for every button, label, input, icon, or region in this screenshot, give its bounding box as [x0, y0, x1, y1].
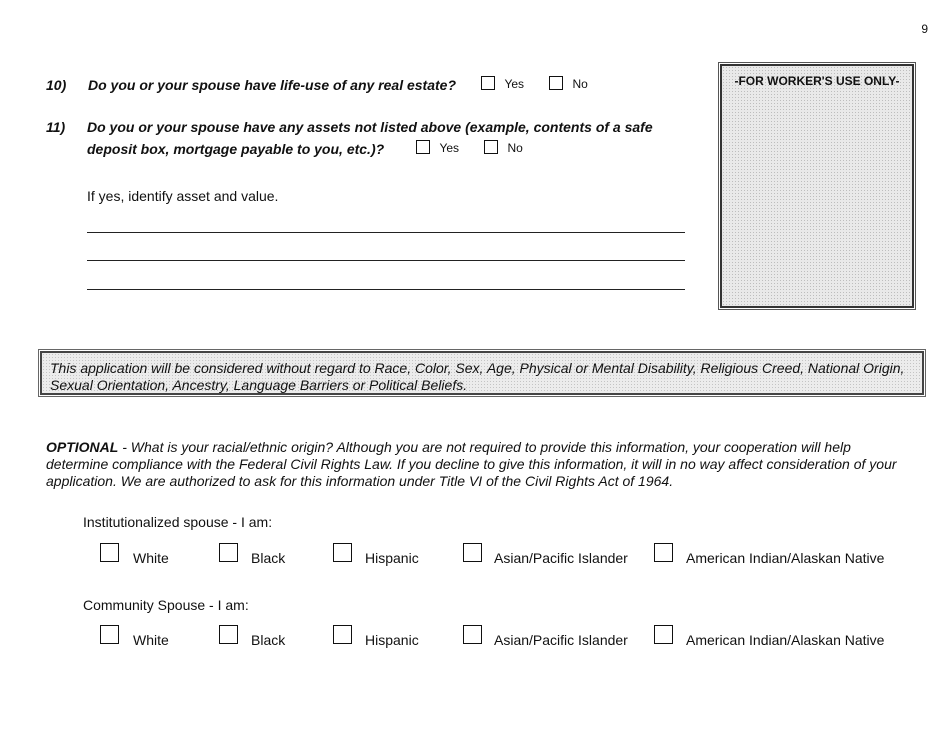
optional-paragraph [46, 439, 916, 490]
q11-no-label: No [507, 141, 523, 155]
optional-text: - What is your racial/ethnic origin? Although you are not required to provide this information, your cooperation will help determine compliance with the Federal Civil Rights Law. If you decline to give this information, it will in no way affect consideration of your application. We are authorized to ask for this information under Title VI of the Civil Rights Act of 1964. [46, 439, 897, 489]
q10-yes-checkbox[interactable] [481, 76, 495, 90]
community-native-checkbox[interactable] [654, 625, 673, 644]
q10-yes-label: Yes [504, 77, 525, 91]
page-number: 9 [921, 22, 928, 36]
institutionalized-hispanic-option[interactable] [333, 543, 352, 567]
community-black-option[interactable] [219, 625, 238, 649]
community-black-checkbox[interactable] [219, 625, 238, 644]
community-native-option[interactable] [654, 625, 673, 649]
community-hispanic-label: Hispanic [365, 632, 419, 648]
community-white-label: White [133, 632, 169, 648]
institutionalized-hispanic-label: Hispanic [365, 550, 419, 566]
community-asian-label: Asian/Pacific Islander [494, 632, 628, 648]
institutionalized-spouse-title: Institutionalized spouse - I am: [83, 514, 273, 530]
institutionalized-asian-option[interactable] [463, 543, 482, 567]
institutionalized-asian-checkbox[interactable] [463, 543, 482, 562]
q10-no-option[interactable] [549, 75, 588, 93]
institutionalized-black-option[interactable] [219, 543, 238, 567]
institutionalized-white-checkbox[interactable] [100, 543, 119, 562]
community-white-checkbox[interactable] [100, 625, 119, 644]
institutionalized-native-label: American Indian/Alaskan Native [686, 550, 885, 566]
q11-yes-label: Yes [439, 141, 460, 155]
q10-text: Do you or your spouse have life-use of any real estate? [88, 77, 456, 93]
q10-yes-option[interactable] [481, 75, 524, 93]
community-spouse-title: Community Spouse - I am: [83, 597, 249, 613]
asset-line-1[interactable] [87, 232, 685, 233]
q10-no-label: No [572, 77, 588, 91]
identify-prompt: If yes, identify asset and value. [87, 188, 279, 204]
worker-box-title: -FOR WORKER'S USE ONLY- [734, 74, 900, 88]
community-hispanic-option[interactable] [333, 625, 352, 649]
institutionalized-white-option[interactable] [100, 543, 119, 567]
community-asian-option[interactable] [463, 625, 482, 649]
optional-label: OPTIONAL [46, 439, 119, 455]
q11-text-line1: Do you or your spouse have any assets not listed above (example, contents of a safe [87, 119, 653, 135]
community-black-label: Black [251, 632, 286, 648]
asset-line-3[interactable] [87, 289, 685, 290]
institutionalized-white-label: White [133, 550, 169, 566]
community-native-label: American Indian/Alaskan Native [686, 632, 885, 648]
q10-no-checkbox[interactable] [549, 76, 563, 90]
institutionalized-black-label: Black [251, 550, 286, 566]
q11-no-checkbox[interactable] [484, 140, 498, 154]
q11-yes-checkbox[interactable] [416, 140, 430, 154]
institutionalized-hispanic-checkbox[interactable] [333, 543, 352, 562]
institutionalized-native-checkbox[interactable] [654, 543, 673, 562]
q10-number: 10) [46, 77, 67, 93]
q11-number: 11) [46, 119, 66, 135]
q11-text-line2: deposit box, mortgage payable to you, etc.)? [87, 141, 385, 157]
institutionalized-native-option[interactable] [654, 543, 673, 567]
nondiscrimination-notice: This application will be considered without regard to Race, Color, Sex, Age, Physical or Mental Disability, Religious Creed, National Origin, Sexual Orientation, Ancestry, Language Barriers or Political Beliefs. [40, 351, 924, 395]
institutionalized-black-checkbox[interactable] [219, 543, 238, 562]
q11-yes-option[interactable] [416, 139, 459, 157]
asset-line-2[interactable] [87, 260, 685, 261]
worker-use-box [720, 64, 914, 308]
institutionalized-asian-label: Asian/Pacific Islander [494, 550, 628, 566]
community-white-option[interactable] [100, 625, 119, 649]
q11-no-option[interactable] [484, 139, 523, 157]
community-hispanic-checkbox[interactable] [333, 625, 352, 644]
community-asian-checkbox[interactable] [463, 625, 482, 644]
